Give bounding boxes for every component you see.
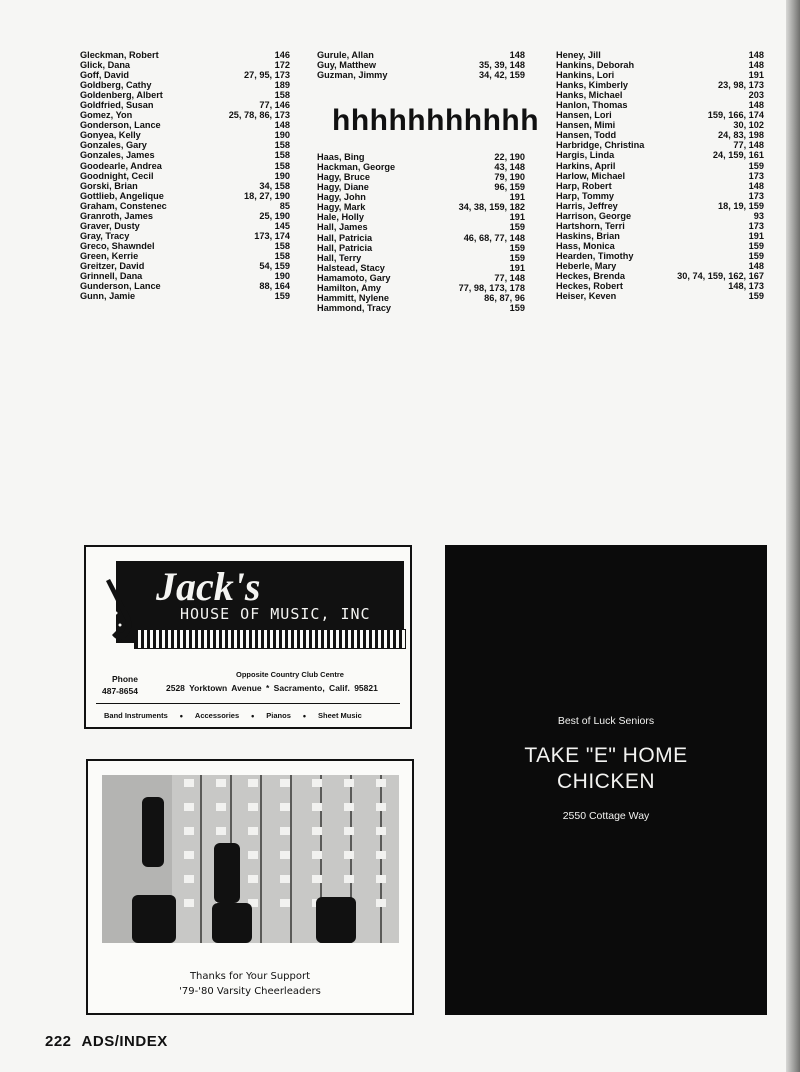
index-entry [556, 251, 764, 261]
saxophone-icon [100, 577, 140, 647]
cheerleaders-photo [102, 775, 399, 943]
index-pages: 79, 190 [494, 172, 525, 183]
index-name: Hartshorn, Terri [556, 220, 625, 231]
index-entry [556, 80, 764, 90]
index-pages: 54, 159 [259, 260, 290, 271]
index-name: Harkins, April [556, 160, 616, 171]
index-name: Gunn, Jamie [80, 291, 136, 302]
index-name: Hall, Patricia [317, 232, 373, 243]
building-window [344, 875, 354, 883]
building-window [312, 779, 322, 787]
index-name: Heiser, Keven [556, 291, 617, 302]
index-entry [556, 70, 764, 80]
index-name: Hargis, Linda [556, 150, 615, 161]
index-entry [556, 281, 764, 291]
index-pages: 93 [753, 210, 764, 221]
index-pages: 34, 42, 159 [479, 70, 525, 81]
building-window [184, 803, 194, 811]
index-name: Hackman, George [317, 162, 396, 173]
index-entry [317, 212, 525, 222]
index-entry [317, 202, 525, 212]
index-pages: 159 [509, 252, 525, 263]
index-name: Guy, Matthew [317, 60, 377, 71]
jacks-category: Sheet Music [318, 711, 362, 720]
index-entry [317, 60, 525, 70]
index-name: Hass, Monica [556, 240, 615, 251]
index-pages: 148 [748, 180, 764, 191]
index-entry [80, 80, 290, 90]
jacks-logo-name: Jack's [156, 564, 261, 609]
index-pages: 148 [509, 50, 525, 60]
index-name: Hankins, Deborah [556, 60, 635, 71]
index-pages: 18, 19, 159 [718, 200, 764, 211]
building-window [280, 851, 290, 859]
index-name: Gonzales, James [80, 150, 155, 161]
index-entry [80, 120, 290, 130]
index-entry [556, 271, 764, 281]
building-window [184, 851, 194, 859]
building-window [216, 803, 226, 811]
index-pages: 148 [748, 260, 764, 271]
building-window [216, 779, 226, 787]
index-pages: 77, 146 [259, 100, 290, 111]
index-column-3 [556, 50, 764, 301]
index-entry [556, 181, 764, 191]
index-pages: 158 [274, 150, 290, 161]
index-name: Hall, Terry [317, 252, 362, 263]
index-pages: 159 [748, 291, 764, 302]
index-name: Hammond, Tracy [317, 302, 392, 313]
jacks-category: Band Instruments [104, 711, 168, 720]
photo-building [172, 775, 399, 943]
index-name: Hansen, Todd [556, 130, 617, 141]
building-window [376, 779, 386, 787]
index-pages: 27, 95, 173 [244, 70, 290, 81]
index-name: Gray, Tracy [80, 230, 130, 241]
index-entry [80, 201, 290, 211]
index-name: Goodearle, Andrea [80, 160, 162, 171]
building-window [280, 899, 290, 907]
index-pages: 146 [274, 50, 290, 60]
index-pages: 173 [748, 220, 764, 231]
index-entry [317, 50, 525, 60]
take-name-line-1: TAKE "E" HOME [524, 744, 688, 767]
index-pages: 34, 158 [259, 180, 290, 191]
index-pages: 30, 74, 159, 162, 167 [677, 271, 764, 282]
section-title: ADS/INDEX [81, 1033, 168, 1050]
index-column-1 [80, 50, 290, 301]
index-name: Graver, Dusty [80, 220, 140, 231]
building-window [216, 827, 226, 835]
index-pages: 173, 174 [254, 230, 290, 241]
index-pages: 159 [274, 291, 290, 302]
cheerleader-figure [142, 797, 164, 867]
index-pages: 172 [274, 60, 290, 71]
jacks-address: 2528 Yorktown Avenue * Sacramento, Calif. 95821 [166, 683, 378, 693]
building-window [184, 827, 194, 835]
index-pages: 77, 98, 173, 178 [458, 282, 525, 293]
index-name: Harp, Tommy [556, 190, 615, 201]
index-entry [80, 181, 290, 191]
index-entry [317, 152, 525, 162]
jacks-phone-number: 487-8654 [102, 686, 138, 696]
index-pages: 18, 27, 190 [244, 190, 290, 201]
index-pages: 203 [748, 90, 764, 101]
take-address: 2550 Cottage Way [562, 810, 650, 822]
index-pages: 159 [509, 222, 525, 233]
index-entry [80, 171, 290, 181]
index-entry [317, 253, 525, 263]
index-entry [80, 50, 290, 60]
index-pages: 43, 148 [494, 162, 525, 173]
index-pages: 148 [748, 60, 764, 71]
index-entry [317, 233, 525, 243]
index-name: Gonzales, Gary [80, 140, 147, 151]
building-window [376, 851, 386, 859]
index-name: Grinnell, Dana [80, 271, 143, 282]
index-column-2 [317, 50, 525, 313]
index-entry [80, 261, 290, 271]
index-pages: 159 [509, 302, 525, 313]
index-entry [317, 192, 525, 202]
take-tagline: Best of Luck Seniors [557, 715, 655, 727]
index-pages: 88, 164 [259, 281, 290, 292]
index-pages: 148 [748, 50, 764, 60]
index-entry [80, 70, 290, 80]
index-entry [317, 182, 525, 192]
index-pages: 190 [274, 170, 290, 181]
building-window [344, 803, 354, 811]
index-name: Goldfried, Susan [80, 100, 154, 111]
index-name: Harrison, George [556, 210, 632, 221]
index-entry [80, 281, 290, 291]
building-window [312, 851, 322, 859]
index-entry [317, 172, 525, 182]
jacks-category: Accessories [194, 711, 240, 720]
building-window [184, 899, 194, 907]
index-entry [80, 231, 290, 241]
index-pages: 158 [274, 160, 290, 171]
building-window [248, 851, 258, 859]
index-entry [556, 60, 764, 70]
take-name-line-2: CHICKEN [556, 770, 655, 793]
index-pages: 148 [274, 120, 290, 131]
index-name: Hanks, Kimberly [556, 80, 628, 91]
building-window [344, 779, 354, 787]
jacks-phone-block [102, 673, 138, 697]
index-entry [556, 291, 764, 301]
bullet-icon: • [179, 711, 183, 721]
index-pages: 159 [509, 242, 525, 253]
index-entry [317, 162, 525, 172]
index-name: Goldenberg, Albert [80, 90, 163, 101]
index-entry [556, 171, 764, 181]
index-name: Hall, James [317, 222, 368, 233]
index-name: Hamilton, Amy [317, 282, 381, 293]
index-name: Hamamoto, Gary [317, 272, 391, 283]
index-entry [80, 110, 290, 120]
index-name: Haas, Bing [317, 152, 365, 163]
index-name: Heberle, Mary [556, 260, 617, 271]
index-name: Goodnight, Cecil [80, 170, 154, 181]
index-entry [80, 140, 290, 150]
index-name: Greco, Shawndel [80, 240, 155, 251]
index-pages: 148 [748, 100, 764, 111]
index-name: Green, Kerrie [80, 250, 139, 261]
page-footer [45, 1033, 178, 1050]
jacks-location-note: Opposite Country Club Centre [236, 670, 344, 679]
cheerleader-figure [214, 843, 240, 903]
index-entry [317, 263, 525, 273]
index-name: Haskins, Brian [556, 230, 620, 241]
index-name: Hanks, Michael [556, 90, 623, 101]
building-window [248, 875, 258, 883]
index-pages: 158 [274, 90, 290, 101]
index-pages: 191 [748, 70, 764, 81]
index-entry [556, 100, 764, 110]
index-pages: 145 [274, 220, 290, 231]
index-pages: 25, 190 [259, 210, 290, 221]
index-pages: 159, 166, 174 [707, 110, 764, 121]
index-name: Heckes, Brenda [556, 271, 625, 282]
index-entry [80, 211, 290, 221]
jacks-phone-label: Phone [112, 674, 138, 684]
index-name: Gurule, Allan [317, 50, 374, 60]
index-entry [556, 201, 764, 211]
index-entry [317, 273, 525, 283]
index-name: Hagy, Diane [317, 182, 369, 193]
building-window [312, 827, 322, 835]
index-pages: 86, 87, 96 [484, 292, 525, 303]
index-entry [556, 231, 764, 241]
index-name: Heney, Jill [556, 50, 601, 60]
index-entry [317, 70, 525, 80]
index-entry [80, 100, 290, 110]
index-entry [80, 191, 290, 201]
index-name: Harbridge, Christina [556, 140, 645, 151]
jacks-house-of-music-ad [84, 545, 412, 729]
index-entry [80, 90, 290, 100]
index-pages: 96, 159 [494, 182, 525, 193]
index-pages: 77, 148 [494, 272, 525, 283]
building-window [344, 827, 354, 835]
index-pages: 191 [509, 262, 525, 273]
index-entry [556, 150, 764, 160]
building-window [280, 875, 290, 883]
index-name: Hagy, Bruce [317, 172, 370, 183]
page-number: 222 [45, 1033, 72, 1050]
building-window [248, 803, 258, 811]
index-entry [317, 222, 525, 232]
index-entry [80, 221, 290, 231]
index-name: Harlow, Michael [556, 170, 626, 181]
cheerleaders-ad [86, 759, 414, 1015]
index-pages: 35, 39, 148 [479, 60, 525, 71]
index-entry [80, 291, 290, 301]
index-name: Gonderson, Lance [80, 120, 161, 131]
index-entry [80, 251, 290, 261]
index-name: Gleckman, Robert [80, 50, 159, 60]
index-pages: 189 [274, 80, 290, 91]
index-entry [80, 60, 290, 70]
index-name: Hankins, Lori [556, 70, 615, 81]
building-window [376, 803, 386, 811]
cheerleaders-caption [88, 969, 412, 999]
cheer-line-1: Thanks for Your Support [189, 971, 311, 982]
index-pages: 190 [274, 130, 290, 141]
index-entry [80, 241, 290, 251]
index-pages: 22, 190 [494, 152, 525, 163]
building-window [280, 803, 290, 811]
index-entry [556, 140, 764, 150]
index-entry [317, 243, 525, 253]
piano-keys-graphic [134, 629, 406, 649]
index-pages: 24, 159, 161 [712, 150, 764, 161]
index-name: Halstead, Stacy [317, 262, 385, 273]
index-name: Goff, David [80, 70, 130, 81]
index-name: Guzman, Jimmy [317, 70, 388, 81]
building-window [344, 851, 354, 859]
index-entry [556, 161, 764, 171]
cheer-line-2: '79-'80 Varsity Cheerleaders [179, 986, 321, 997]
index-pages: 77, 148 [733, 140, 764, 151]
index-entry [556, 120, 764, 130]
jacks-subtitle: HOUSE OF MUSIC, INC [180, 605, 371, 623]
index-entry [556, 221, 764, 231]
index-pages: 46, 68, 77, 148 [463, 232, 525, 243]
index-name: Hansen, Lori [556, 110, 612, 121]
index-entry [80, 271, 290, 281]
index-pages: 34, 38, 159, 182 [458, 202, 525, 213]
index-pages: 24, 83, 198 [718, 130, 764, 141]
index-entry [317, 293, 525, 303]
index-name: Graham, Constenec [80, 200, 167, 211]
index-name: Hagy, John [317, 192, 366, 203]
index-entry [317, 283, 525, 293]
index-entry [80, 161, 290, 171]
index-entry [317, 303, 525, 313]
index-name: Heckes, Robert [556, 281, 623, 292]
jacks-category: Pianos [266, 711, 291, 720]
index-name: Harris, Jeffrey [556, 200, 618, 211]
book-spine-shadow [786, 0, 800, 1072]
index-pages: 158 [274, 140, 290, 151]
index-pages: 159 [748, 160, 764, 171]
divider [96, 703, 400, 704]
index-pages: 25, 78, 86, 173 [228, 110, 290, 121]
index-name: Gomez, Yon [80, 110, 133, 121]
index-name: Hall, Patricia [317, 242, 373, 253]
index-pages: 158 [274, 240, 290, 251]
index-name: Goldberg, Cathy [80, 80, 152, 91]
index-name: Hagy, Mark [317, 202, 366, 213]
index-entry [556, 241, 764, 251]
index-entry [556, 130, 764, 140]
index-name: Hansen, Mimi [556, 120, 616, 131]
building-window [376, 875, 386, 883]
index-name: Gottlieb, Angelique [80, 190, 164, 201]
index-pages: 85 [279, 200, 290, 211]
index-entry [556, 211, 764, 221]
index-pages: 23, 98, 173 [718, 80, 764, 91]
building-window [280, 779, 290, 787]
index-pages: 191 [748, 230, 764, 241]
index-pages: 159 [748, 250, 764, 261]
index-name: Glick, Dana [80, 60, 131, 71]
building-window [312, 875, 322, 883]
index-pages: 191 [509, 192, 525, 203]
index-entry [556, 191, 764, 201]
bullet-icon: • [302, 711, 307, 721]
index-name: Hammitt, Nylene [317, 292, 389, 303]
index-name: Gonyea, Kelly [80, 130, 141, 141]
index-pages: 191 [509, 212, 525, 223]
index-entry [80, 130, 290, 140]
index-pages: 173 [748, 170, 764, 181]
index-name: Hearden, Timothy [556, 250, 634, 261]
index-letter-heading: hhhhhhhhhhh [332, 104, 540, 137]
index-pages: 190 [274, 271, 290, 282]
index-entry [80, 150, 290, 160]
cheerleader-figure [132, 895, 176, 943]
index-pages: 158 [274, 250, 290, 261]
index-entry [556, 90, 764, 100]
cheerleader-figure [212, 903, 252, 943]
index-name: Harp, Robert [556, 180, 612, 191]
take-business-name [445, 743, 767, 795]
building-window [376, 827, 386, 835]
index-name: Hale, Holly [317, 212, 364, 223]
building-window [376, 899, 386, 907]
building-window [184, 779, 194, 787]
index-pages: 148, 173 [728, 281, 764, 292]
building-window [184, 875, 194, 883]
index-pages: 159 [748, 240, 764, 251]
bullet-icon: • [251, 711, 255, 721]
jacks-categories [104, 711, 362, 721]
index-pages: 173 [748, 190, 764, 201]
index-name: Gorski, Brian [80, 180, 138, 191]
index-entry [556, 261, 764, 271]
take-e-home-chicken-ad [445, 545, 767, 1015]
index-pages: 30, 102 [733, 120, 764, 131]
index-name: Granroth, James [80, 210, 154, 221]
building-window [248, 827, 258, 835]
index-entry [556, 50, 764, 60]
building-window [312, 803, 322, 811]
cheerleader-figure [316, 897, 356, 943]
building-window [248, 779, 258, 787]
index-name: Greitzer, David [80, 260, 145, 271]
index-name: Gunderson, Lance [80, 281, 161, 292]
building-window [280, 827, 290, 835]
index-entry [556, 110, 764, 120]
index-name: Hanlon, Thomas [556, 100, 628, 111]
